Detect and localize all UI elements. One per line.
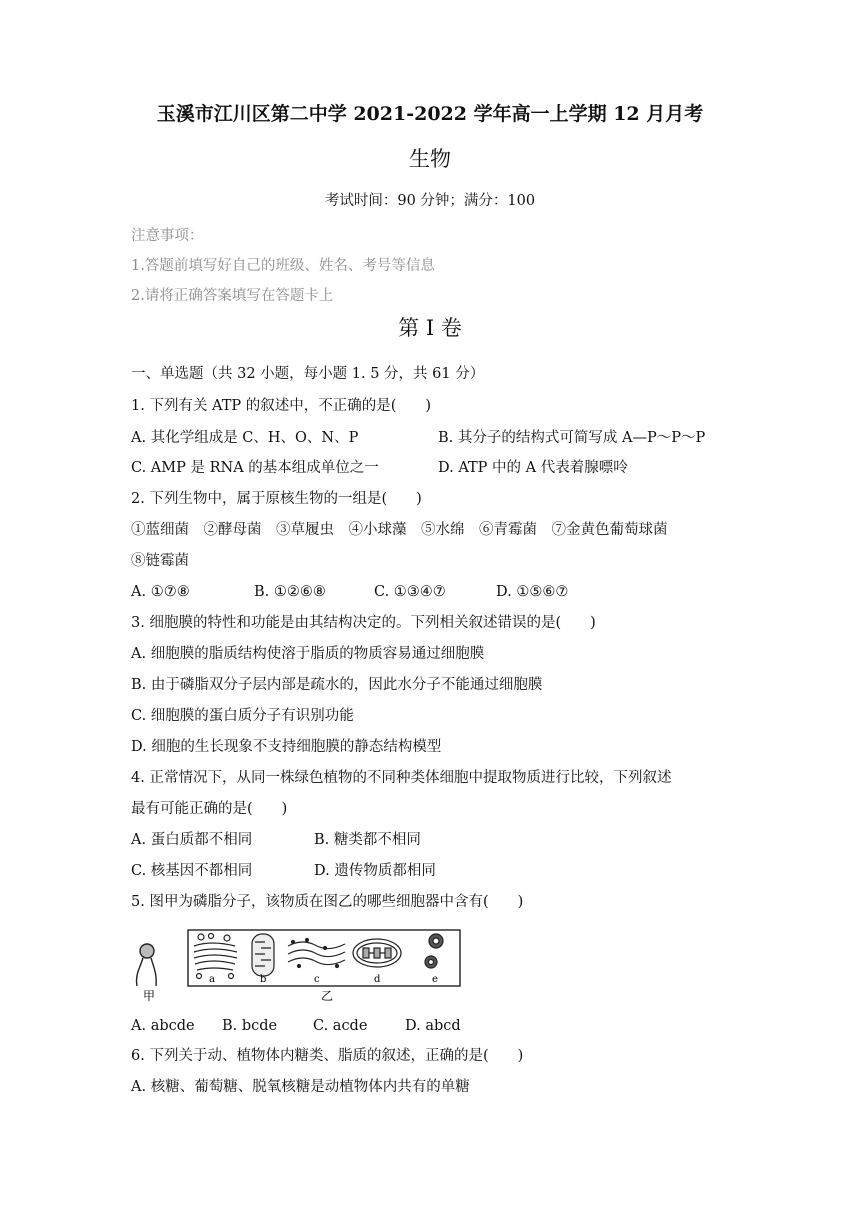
- section-title: 一、单选题（共 32 小题，每小题 1. 5 分，共 61 分）: [131, 366, 485, 382]
- q5-option-a: A. abcde: [131, 1018, 195, 1034]
- q3-option-d: D. 细胞的生长现象不支持细胞膜的静态结构模型: [131, 739, 442, 755]
- q4-option-b: B. 糖类都不相同: [314, 832, 421, 848]
- q4-option-c: C. 核基因不都相同: [131, 863, 253, 879]
- q4-option-a: A. 蛋白质都不相同: [131, 832, 253, 848]
- q2-organism-list: ①蓝细菌 ②酵母菌 ③草履虫 ④小球藻 ⑤水绵 ⑥青霉菌 ⑦金黄色葡萄球菌: [131, 522, 668, 538]
- q3-option-a: A. 细胞膜的脂质结构使溶于脂质的物质容易通过细胞膜: [131, 646, 485, 662]
- q2-option-a: A. ①⑦⑧: [131, 584, 190, 600]
- fig-letter-a: a: [209, 974, 215, 985]
- q3-option-b: B. 由于磷脂双分子层内部是疏水的，因此水分子不能通过细胞膜: [131, 677, 543, 693]
- q3-stem: 3. 细胞膜的特性和功能是由其结构决定的。下列相关叙述错误的是( ): [131, 615, 596, 631]
- q2-option-c: C. ①③④⑦: [374, 584, 446, 600]
- q2-organism-list-cont: ⑧链霉菌: [131, 553, 189, 569]
- notice-item-1: 1.答题前填写好自己的班级、姓名、考号等信息: [131, 258, 435, 274]
- fig-label-jia: 甲: [143, 989, 156, 1003]
- fig-letter-c: c: [314, 974, 320, 985]
- organelle-c-icon: [288, 939, 345, 968]
- q4-stem-cont: 最有可能正确的是( ): [131, 801, 288, 817]
- phospholipid-molecule-icon: [137, 944, 157, 986]
- organelle-a-icon: [194, 934, 237, 979]
- fig-letter-d: d: [374, 974, 381, 985]
- volume-title: 第 I 卷: [398, 316, 462, 340]
- q6-option-a: A. 核糖、葡萄糖、脱氧核糖是动植物体内共有的单糖: [131, 1079, 470, 1095]
- fig-label-yi: 乙: [321, 989, 334, 1003]
- q4-option-d: D. 遗传物质都相同: [314, 863, 436, 879]
- organelle-d-icon: [353, 939, 401, 967]
- q6-stem: 6. 下列关于动、植物体内糖类、脂质的叙述，正确的是( ): [131, 1048, 524, 1064]
- fig-letter-b: b: [260, 974, 267, 985]
- subject-title: 生物: [409, 147, 451, 171]
- q5-option-c: C. acde: [313, 1018, 368, 1034]
- q4-stem: 4. 正常情况下，从同一株绿色植物的不同种类体细胞中提取物质进行比较，下列叙述: [131, 770, 672, 786]
- exam-info: 考试时间：90 分钟；满分：100: [324, 193, 536, 209]
- q2-stem: 2. 下列生物中，属于原核生物的一组是( ): [131, 491, 422, 507]
- q2-option-d: D. ①⑤⑥⑦: [496, 584, 569, 600]
- q1-stem: 1. 下列有关 ATP 的叙述中，不正确的是( ): [131, 398, 432, 414]
- q5-option-d: D. abcd: [405, 1018, 461, 1034]
- notice-item-2: 2.请将正确答案填写在答题卡上: [131, 288, 334, 304]
- exam-title: 玉溪市江川区第二中学 2021-2022 学年高一上学期 12 月月考: [156, 103, 704, 125]
- q1-option-c: C. AMP 是 RNA 的基本组成单位之一: [131, 460, 379, 476]
- q5-option-b: B. bcde: [222, 1018, 278, 1034]
- notice-heading: 注意事项：: [131, 228, 204, 244]
- q1-option-b: B. 其分子的结构式可简写成 A—P～P～P: [438, 430, 706, 446]
- organelle-figure: [131, 926, 471, 1006]
- organelle-b-icon: [252, 934, 274, 976]
- organelle-figure-svg: [131, 926, 471, 1006]
- q3-option-c: C. 细胞膜的蛋白质分子有识别功能: [131, 708, 354, 724]
- fig-letter-e: e: [432, 974, 438, 985]
- q2-option-b: B. ①②⑥⑧: [254, 584, 326, 600]
- q1-option-a: A. 其化学组成是 C、H、O、N、P: [131, 430, 359, 446]
- q5-stem: 5. 图甲为磷脂分子，该物质在图乙的哪些细胞器中含有( ): [131, 894, 524, 910]
- organelle-e-icon: [425, 934, 443, 968]
- q1-option-d: D. ATP 中的 A 代表着腺嘌呤: [438, 460, 628, 476]
